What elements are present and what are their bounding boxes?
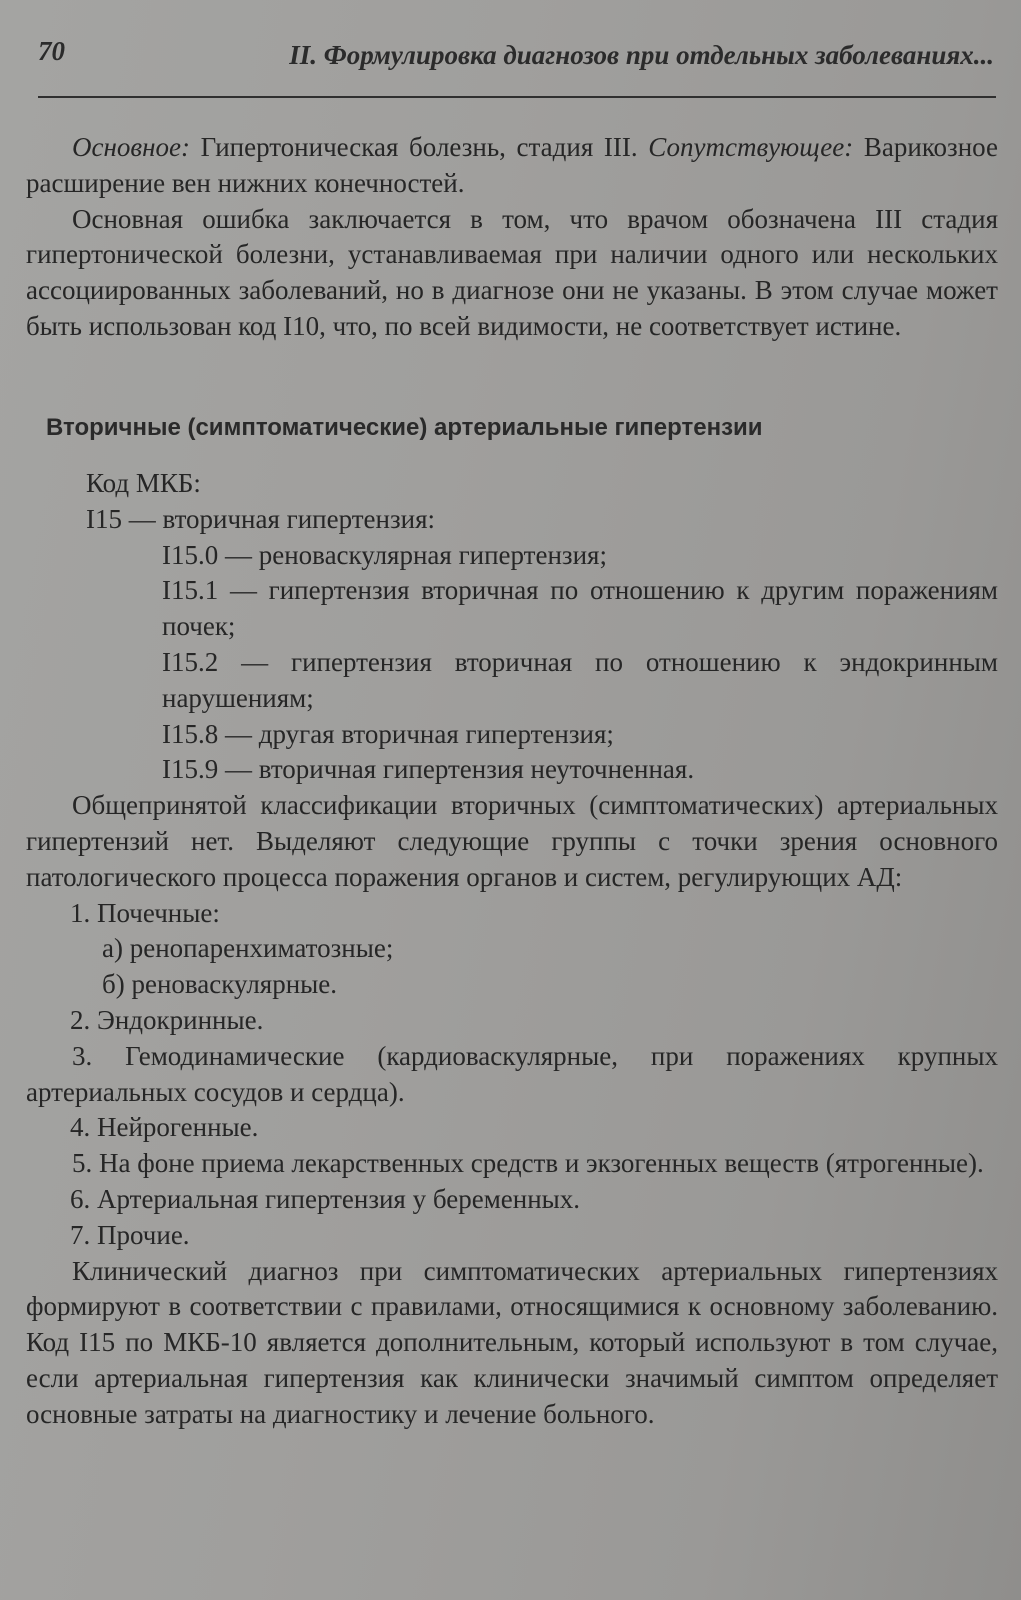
- group-pregnancy: 6. Артериальная гипертензия у беременных.: [70, 1183, 581, 1214]
- group-hemodynamic: 3. Гемодинамические (кардиоваскулярные, при поражениях крупных артериальных сосудов и сердца).: [26, 1040, 998, 1107]
- header-rule: [38, 96, 996, 98]
- icd-code-i15-0: I15.0 — реноваскулярная гипертензия;: [162, 539, 607, 570]
- icd-code-i15-2: I15.2 — гипертензия вторичная по отношению к эндокринным нарушениям;: [162, 646, 998, 713]
- chapter-title: II. Формулировка диагнозов при отдельных заболеваниях...: [289, 40, 994, 70]
- icd-code-i15-9: I15.9 — вторичная гипертензия неуточненная.: [162, 754, 695, 785]
- label-main: Основное:: [72, 132, 190, 162]
- diagnosis-example: [26, 130, 998, 202]
- group-renal-b: б) реноваскулярные.: [102, 969, 338, 1000]
- icd-block: [26, 466, 998, 1433]
- icd-main-code: I15 — вторичная гипертензия:: [86, 503, 436, 534]
- icd-code-i15-8: I15.8 — другая вторичная гипертензия;: [162, 718, 614, 749]
- groups-list: [26, 896, 998, 1254]
- label-concomitant: Сопутствующее:: [648, 132, 854, 162]
- group-iatrogenic: 5. На фоне приема лекарственных средств и экзогенных веществ (ятрогенные).: [72, 1148, 984, 1179]
- intro-text: [26, 130, 998, 345]
- text-main: Гипертоническая болезнь, стадия III.: [189, 132, 649, 162]
- error-paragraph: Основная ошибка заключается в том, что врачом обозначена III стадия гипертонической болезни, устанавливаемая при наличии одного или нескольких ассоциированных заболеваний, но в диагнозе они не указаны. В этом случае может быть использован код I10, что, по всей видимости, не соответствует истине.: [26, 203, 998, 341]
- icd-code-i15-1: I15.1 — гипертензия вторичная по отношению к другим поражениям почек;: [162, 575, 998, 642]
- group-renal: 1. Почечные:: [70, 897, 220, 928]
- group-other: 7. Прочие.: [70, 1219, 190, 1250]
- group-renal-a: а) ренопаренхиматозные;: [102, 933, 394, 964]
- clinical-diagnosis-paragraph: Клинический диагноз при симптоматических артериальных гипертензиях формируют в соответствии с правилами, относящимися к основному заболеванию. Код I15 по МКБ-10 является дополнительным, который используют в том случае, если артериальная гипертензия как клинически значимый симптом определяет основные затраты на диагностику и лечение больного.: [26, 1255, 998, 1429]
- group-neurogenic: 4. Нейрогенные.: [70, 1112, 259, 1143]
- section-heading: Вторичные (симптоматические) артериальные гипертензии: [46, 414, 763, 441]
- group-endocrine: 2. Эндокринные.: [70, 1004, 264, 1035]
- page-number: 70: [38, 36, 65, 66]
- text-concomitant: Варикозное расширение вен нижних конечностей.: [26, 132, 998, 198]
- icd-label: Код МКБ:: [86, 468, 201, 498]
- classification-paragraph: Общепринятой классификации вторичных (симптоматических) артериальных гипертензий нет. Выделяют следующие группы с точки зрения основного патологического процесса поражения органов и систем, регулирующих АД:: [26, 790, 998, 892]
